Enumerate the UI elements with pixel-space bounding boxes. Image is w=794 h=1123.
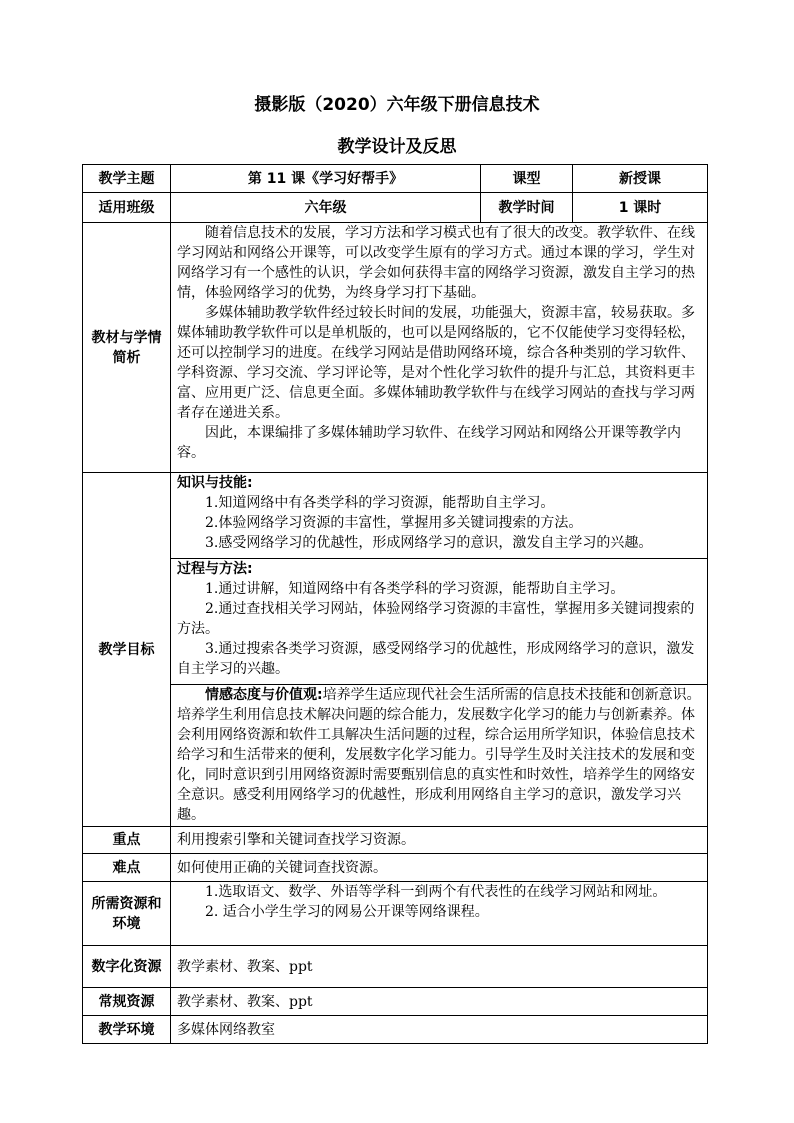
key-label: 重点 [83,827,171,854]
env-value: 多媒体网络教室 [171,1016,708,1044]
digital-label: 数字化资源 [83,946,171,988]
row-env [83,1016,708,1044]
time-value: 1 课时 [573,193,708,223]
time-label: 教学时间 [481,193,573,223]
document-title: 摄影版（2020）六年级下册信息技术 [254,95,540,115]
knowledge-item: 2.体验网络学习资源的丰富性，掌握用多关键词搜索的方法。 [205,515,583,531]
regular-label: 常规资源 [83,988,171,1016]
emotion-section [171,685,708,827]
knowledge-heading: 知识与技能: [177,475,253,491]
resources-item: 1.选取语文、数学、外语等学科一到两个有代表性的在线学习网站和网址。 [205,884,667,900]
knowledge-item: 1.知道网络中有各类学科的学习资源，能帮助自主学习。 [205,495,555,511]
row-key [83,827,708,854]
difficulty-value: 如何使用正确的关键词查找资源。 [171,854,708,882]
resources-label: 所需资源和环境 [83,882,171,946]
topic-label: 教学主题 [83,165,171,193]
lesson-plan-table [82,164,708,1044]
process-item: 1.通过讲解，知道网络中有各类学科的学习资源，能帮助自主学习。 [205,581,625,597]
analysis-label: 教材与学情简析 [83,223,171,473]
row-regular [83,988,708,1016]
class-label: 适用班级 [83,193,171,223]
row-goals-process [83,559,708,685]
emotion-text: 培养学生适应现代社会生活所需的信息技术技能和创新意识。培养学生利用信息技术解决问题的综合能力，发展数字化学习的能力与创新素养。体会利用网络资源和软件工具解决生活问题的过程，综合运用所学知识，体验信息技术给学习和生活带来的便利，发展数字化学习能力。引导学生及时关注技术的发展和变化，同时意识到引用网络资源时需要甄别信息的真实性和时效性，培养学生的网络安全意识。感受利用网络学习的优越性，形成利用网络自主学习的意识，激发学习兴趣。 [177,687,701,823]
difficulty-label: 难点 [83,854,171,882]
document-subtitle: 教学设计及反思 [337,137,457,157]
process-heading: 过程与方法: [177,561,253,577]
class-value: 六年级 [171,193,481,223]
topic-value: 第 11 课《学习好帮手》 [171,165,481,193]
type-value: 新授课 [573,165,708,193]
row-resources [83,882,708,946]
process-item: 2.通过查找相关学习网站，体验网络学习资源的丰富性，掌握用多关键词搜索的方法。 [177,601,695,637]
type-label: 课型 [481,165,573,193]
row-digital [83,946,708,988]
row-goals-knowledge [83,473,708,559]
env-label: 教学环境 [83,1016,171,1044]
row-analysis [83,223,708,473]
goals-label: 教学目标 [83,473,171,827]
resources-item: 2. 适合小学生学习的网易公开课等网络课程。 [205,904,489,920]
row-class [83,193,708,223]
knowledge-item: 3.感受网络学习的优越性，形成网络学习的意识，激发自主学习的兴趣。 [205,535,653,551]
analysis-paragraph: 多媒体辅助教学软件经过较长时间的发展，功能强大，资源丰富，较易获取。多媒体辅助教学软件可以是单机版的，也可以是网络版的，它不仅能使学习变得轻松，还可以控制学习的进度。在线学习网站是借助网络环境，综合各种类别的学习软件、学科资源、学习交流、学习评论等，是对个性化学习软件的提升与汇总，其资料更丰富、应用更广泛、信息更全面。多媒体辅助教学软件与在线学习网站的查找与学习两者存在递进关系。 [177,305,695,421]
knowledge-section [171,473,708,559]
regular-value: 教学素材、教案、ppt [171,988,708,1016]
process-item: 3.通过搜索各类学习资源，感受网络学习的优越性，形成网络学习的意识，激发自主学习的兴趣。 [177,641,695,677]
resources-content [171,882,708,946]
row-goals-emotion [83,685,708,827]
process-section [171,559,708,685]
analysis-paragraph: 因此，本课编排了多媒体辅助学习软件、在线学习网站和网络公开课等教学内容。 [177,425,681,461]
emotion-heading: 情感态度与价值观: [205,687,323,703]
analysis-content [171,223,708,473]
digital-value: 教学素材、教案、ppt [171,946,708,988]
row-topic [83,165,708,193]
analysis-paragraph: 随着信息技术的发展，学习方法和学习模式也有了很大的改变。教学软件、在线学习网站和网络公开课等，可以改变学生原有的学习方式。通过本课的学习，学生对网络学习有一个感性的认识，学会如何获得丰富的网络学习资源，激发自主学习的热情，体验网络学习的优势，为终身学习打下基础。 [177,225,695,301]
row-difficulty [83,854,708,882]
key-value: 利用搜索引擎和关键词查找学习资源。 [171,827,708,854]
